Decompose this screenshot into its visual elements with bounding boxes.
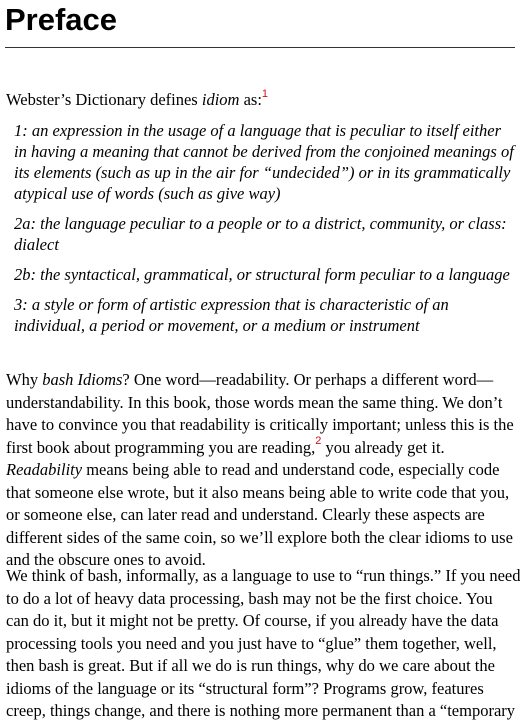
text-line: can do it, but it might not be pretty. Of course, if you already have the data (6, 611, 499, 630)
idiom-term: idiom (201, 90, 240, 109)
text-line: and the obscure ones to avoid. (6, 550, 206, 569)
text-line (6, 459, 516, 482)
text-line: that someone else wrote, but it also means being able to write code that you, (6, 482, 510, 502)
text-fragment: first book about programming you are reading, (6, 437, 316, 457)
text-fragment: Why (6, 370, 43, 389)
intro-paragraph (6, 89, 516, 112)
text-line: then bash is great. But if all we do is run things, why do we care about the (6, 656, 495, 675)
intro-suffix: as: (239, 90, 262, 109)
text-line: We think of bash, informally, as a language to use to “run things.” If you need (6, 566, 520, 585)
definition-item: 1: an expression in the usage of a language that is peculiar to itself either in having a meaning that cannot be derived from the conjoined meanings of its elements (such as up in the air for “undecided”) or in its grammatically atypical use of words (such as give way) (14, 121, 514, 203)
text-line (6, 437, 516, 460)
bash-usage-paragraph (6, 565, 520, 720)
text-line: or someone else, can later read and understand. Clearly these aspects are (6, 505, 485, 524)
book-title-ref: bash Idioms (42, 370, 123, 389)
text-fragment: means being able to read and understand code, especially code (82, 460, 500, 479)
text-line: different sides of the same coin, so we’ll explore both the clear idioms to use (6, 527, 513, 547)
footnote-marker-1[interactable]: 1 (261, 87, 269, 100)
text-line: have to convince you that readability is critically important; unless this is the (6, 415, 514, 434)
definition-item: 3: a style or form of artistic expression that is characteristic of an individual, a period or movement, or a medium or instrument (14, 295, 449, 335)
text-line: understandability. In this book, those words mean the same thing. We don’t (6, 392, 503, 412)
footnote-marker-2[interactable]: 2 (315, 435, 322, 447)
text-line (6, 369, 516, 392)
definition-list (14, 120, 514, 345)
text-line: to do a lot of heavy data processing, bash may not be the first choice. You (6, 588, 493, 608)
text-line: creep, things change, and there is nothing more permanent than a “temporary (6, 701, 516, 720)
definition-item: 2b: the syntactical, grammatical, or structural form peculiar to a language (14, 265, 510, 284)
page-title: Preface (5, 2, 118, 37)
readability-paragraph (6, 369, 516, 572)
readability-term: Readability (6, 460, 83, 479)
text-line: processing tools you need and you just have to “glue” them together, well, (6, 633, 497, 653)
text-fragment: ? One word—readability. Or perhaps a different word— (122, 370, 494, 389)
title-divider (5, 47, 515, 48)
text-fragment: you already get it. (321, 437, 445, 457)
intro-text: Webster’s Dictionary defines (6, 90, 202, 109)
text-line: idioms of the language or its “structural form”? Programs grow, features (6, 678, 484, 698)
definition-item: 2a: the language peculiar to a people or to a district, community, or class: dialect (14, 214, 507, 254)
